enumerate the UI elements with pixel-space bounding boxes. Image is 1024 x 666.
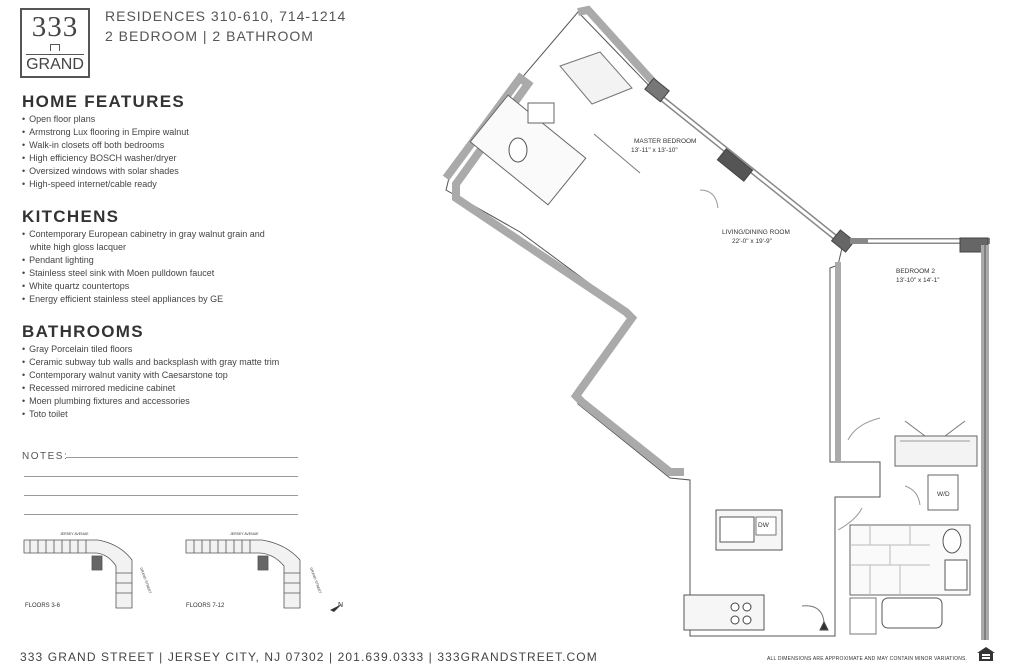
kitchens-title: KITCHENS: [22, 207, 120, 226]
list-item: • Contemporary European cabinetry in gray walnut grain and: [22, 228, 265, 241]
bed-bath-line: 2 BEDROOM | 2 BATHROOM: [105, 28, 314, 44]
list-item: • Pendant lighting: [22, 254, 265, 267]
footer-address: 333 GRAND STREET | JERSEY CITY, NJ 07302 | 201.639.0333 | 333GRANDSTREET.COM: [20, 650, 598, 664]
equal-housing-icon: [976, 646, 996, 662]
list-item: • Armstrong Lux flooring in Empire walnut: [22, 126, 189, 139]
list-item: white high gloss lacquer: [30, 241, 127, 252]
street-label: GRAND STREET: [309, 566, 323, 595]
list-item: • Energy efficient stainless steel appliances by GE: [22, 293, 265, 306]
list-item: • Contemporary walnut vanity with Caesarstone top: [22, 369, 279, 382]
list-item: • Oversized windows with solar shades: [22, 165, 189, 178]
home-features-title: HOME FEATURES: [22, 92, 185, 111]
dishwasher-label: DW: [758, 522, 769, 529]
master-bedroom-name: MASTER BEDROOM: [634, 138, 697, 145]
logo-number: 333: [31, 11, 79, 43]
bedroom-2-name: BEDROOM 2: [896, 268, 936, 275]
list-item: • Ceramic subway tub walls and backsplash with gray matte trim: [22, 356, 279, 369]
bathrooms-title: BATHROOMS: [22, 322, 144, 341]
master-bedroom-dims: 13'-11" x 13'-10": [631, 147, 678, 154]
list-item: • Stainless steel sink with Moen pulldown faucet: [22, 267, 265, 280]
list-item: • Toto toilet: [22, 408, 279, 421]
list-item: • High-speed internet/cable ready: [22, 178, 189, 191]
dimensions-disclaimer: ALL DIMENSIONS ARE APPROXIMATE AND MAY CONTAIN MINOR VARIATIONS.: [767, 656, 968, 662]
list-item: • High efficiency BOSCH washer/dryer: [22, 152, 189, 165]
list-item: • Moen plumbing fixtures and accessories: [22, 395, 279, 408]
list-item: • White quartz countertops: [22, 280, 265, 293]
living-room-name: LIVING/DINING ROOM: [722, 229, 790, 236]
list-item: • Gray Porcelain tiled floors: [22, 343, 279, 356]
bedroom-2-dims: 13'-10" x 14'-1": [896, 277, 940, 284]
residences-line: RESIDENCES 310-610, 714-1214: [105, 8, 347, 24]
north-label: N: [338, 602, 344, 609]
list-item: • Recessed mirrored medicine cabinet: [22, 382, 279, 395]
list-item: • Walk-in closets off both bedrooms: [22, 139, 189, 152]
street-label: JERSEY AVENUE: [230, 532, 259, 536]
keyplan-label-left: FLOORS 3-6: [25, 603, 61, 609]
living-room-dims: 22'-0" x 19'-9": [732, 238, 772, 245]
washer-dryer-label: W/D: [937, 491, 950, 498]
logo-word: GRAND: [26, 56, 84, 73]
street-label: GRAND STREET: [139, 566, 153, 595]
keyplan-label-right: FLOORS 7-12: [186, 603, 225, 609]
notes-label: NOTES:: [22, 451, 69, 462]
list-item: • Open floor plans: [22, 113, 189, 126]
street-label: JERSEY AVENUE: [60, 532, 89, 536]
